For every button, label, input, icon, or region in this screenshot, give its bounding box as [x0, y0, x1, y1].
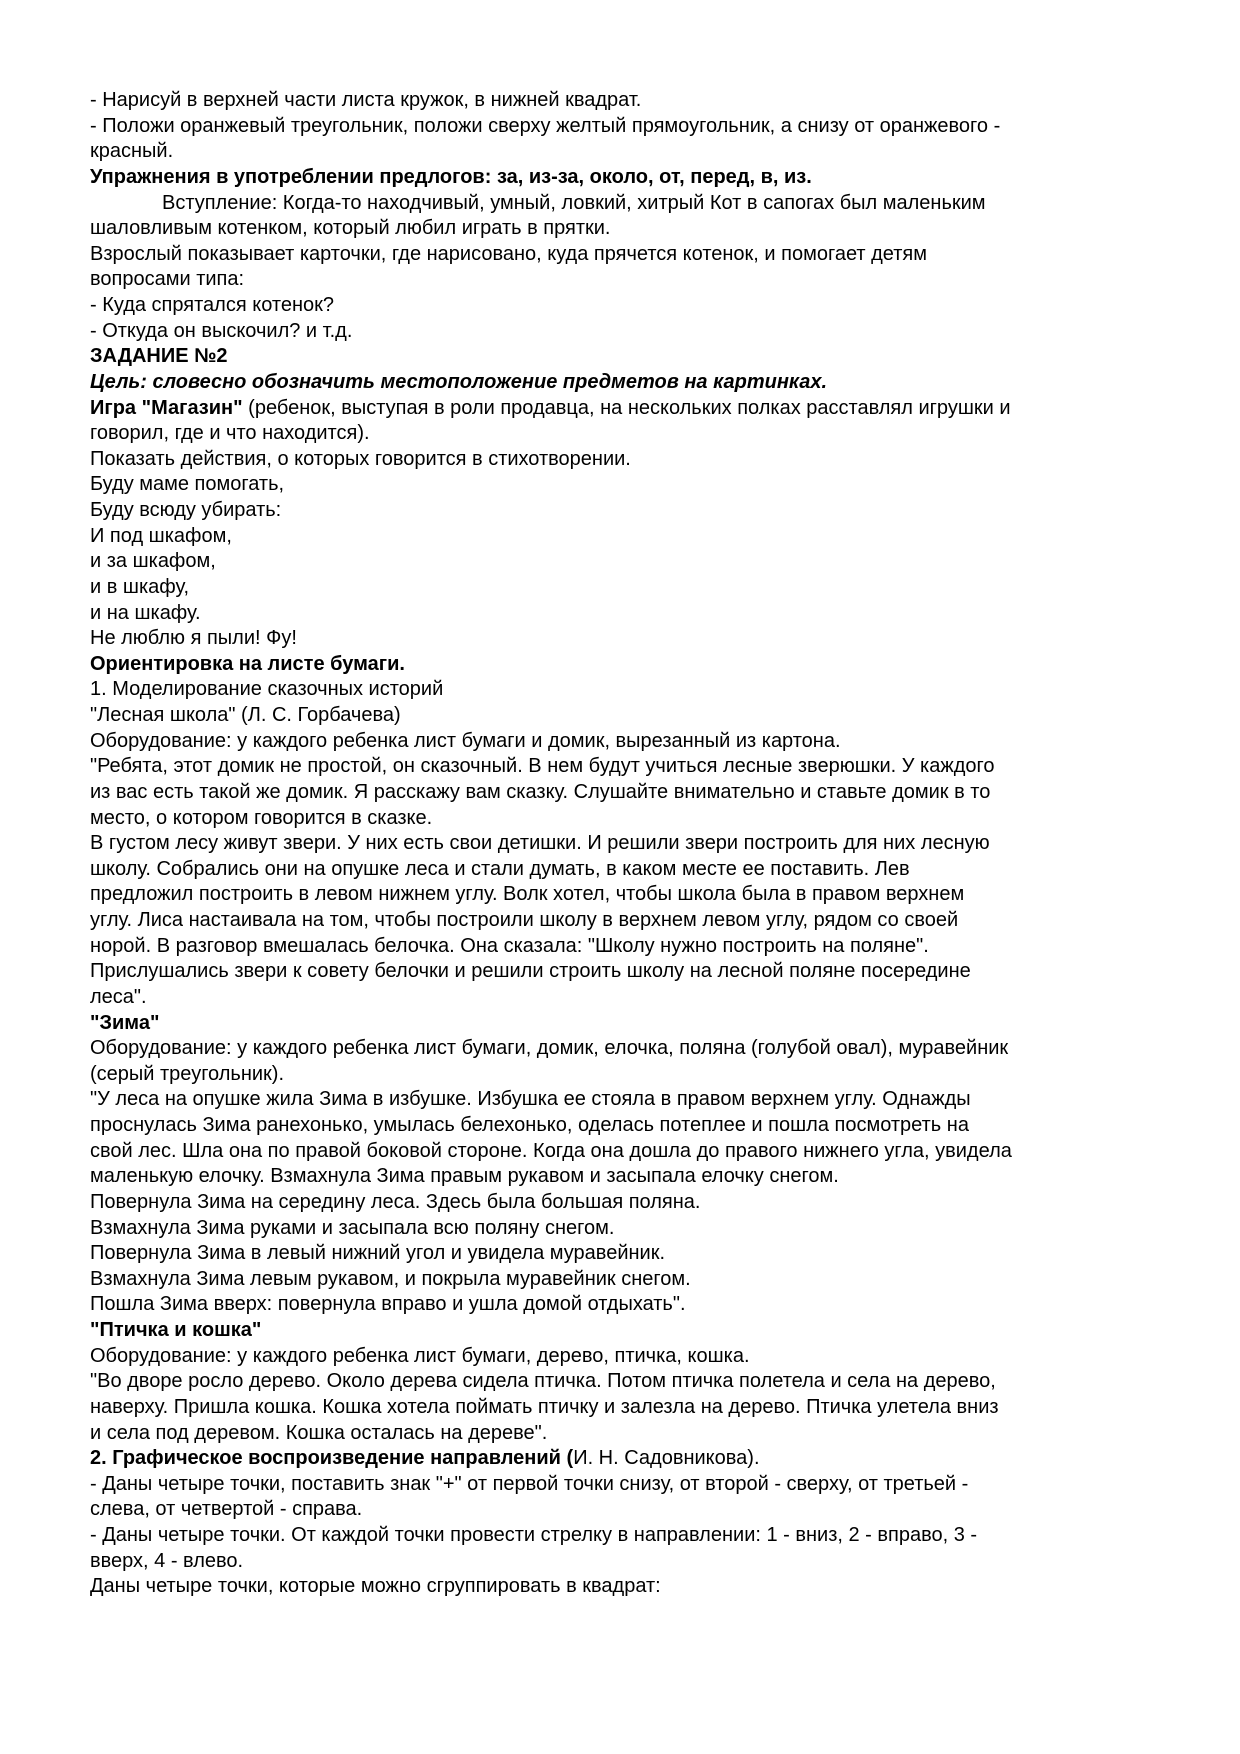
text-line	[90, 1472, 1170, 1498]
text-line	[90, 1036, 1170, 1062]
text-line	[90, 165, 1170, 191]
text-line	[90, 293, 1170, 319]
text-line	[90, 908, 1170, 934]
text-line	[90, 1523, 1170, 1549]
body-text: - Откуда он выскочил? и т.д.	[90, 319, 353, 342]
text-line	[90, 88, 1170, 114]
text-line	[90, 344, 1170, 370]
body-text: Прислушались звери к совету белочки и решили строить школу на лесной поляне посередине	[90, 960, 971, 983]
body-text: 1. Моделирование сказочных историй	[90, 678, 444, 701]
text-line	[90, 242, 1170, 268]
body-text: Взмахнула Зима левым рукавом, и покрыла муравейник снегом.	[90, 1267, 691, 1290]
text-line	[90, 1241, 1170, 1267]
body-text: - Даны четыре точки, поставить знак "+" от первой точки снизу, от второй - сверху, от третьей -	[90, 1472, 969, 1495]
text-line	[90, 216, 1170, 242]
text-line	[90, 549, 1170, 575]
text-line	[90, 857, 1170, 883]
text-line	[90, 1062, 1170, 1088]
text-line	[90, 1574, 1170, 1600]
body-text: школу. Собрались они на опушке леса и стали думать, в каком месте ее поставить. Лев	[90, 857, 910, 880]
heading-text: Цель: словесно обозначить местоположение предметов на картинках.	[90, 370, 828, 393]
heading-text: 2. Графическое воспроизведение направлений (	[90, 1447, 574, 1470]
heading-text: Упражнения в употреблении предлогов: за, из-за, около, от, перед, в, из.	[90, 165, 812, 188]
body-text: В густом лесу живут звери. У них есть свои детишки. И решили звери построить для них лесную	[90, 832, 990, 855]
body-text: Пошла Зима вверх: повернула вправо и ушла домой отдыхать".	[90, 1293, 686, 1316]
text-line	[90, 447, 1170, 473]
body-text: место, о котором говорится в сказке.	[90, 806, 433, 829]
text-line	[90, 1446, 1170, 1472]
body-text: "Ребята, этот домик не простой, он сказочный. В нем будут учиться лесные зверюшки. У каждого	[90, 755, 995, 778]
body-text: Оборудование: у каждого ребенка лист бумаги и домик, вырезанный из картона.	[90, 729, 841, 752]
body-text: "Лесная школа" (Л. С. Горбачева)	[90, 704, 401, 726]
body-text: - Даны четыре точки. От каждой точки провести стрелку в направлении: 1 - вниз, 2 - вправо, 3 -	[90, 1524, 978, 1546]
text-line	[90, 1087, 1170, 1113]
text-line	[90, 677, 1170, 703]
body-text: Повернула Зима на середину леса. Здесь была большая поляна.	[90, 1190, 701, 1213]
text-line	[90, 882, 1170, 908]
text-line	[90, 934, 1170, 960]
body-text: и села под деревом. Кошка осталась на дереве".	[90, 1421, 548, 1444]
text-line	[90, 1318, 1170, 1344]
body-text: Не люблю я пыли! Фу!	[90, 627, 297, 650]
body-text: предложил построить в левом нижнем углу. Волк хотел, чтобы школа была в правом верхнем	[90, 883, 965, 906]
text-line	[90, 421, 1170, 447]
text-line	[90, 524, 1170, 550]
body-text: вопросами типа:	[90, 268, 245, 291]
body-text: И под шкафом,	[90, 524, 232, 547]
text-line	[90, 959, 1170, 985]
text-line	[90, 1421, 1170, 1447]
body-text: "Во дворе росло дерево. Около дерева сидела птичка. Потом птичка полетела и села на дерево,	[90, 1370, 996, 1393]
text-line	[90, 1369, 1170, 1395]
text-line	[90, 806, 1170, 832]
body-text: Показать действия, о которых говорится в стихотворении.	[90, 447, 631, 470]
heading-text: Ориентировка на листе бумаги.	[90, 652, 405, 675]
text-line	[90, 1344, 1170, 1370]
body-text: норой. В разговор вмешалась белочка. Она сказала: "Школу нужно построить на поляне".	[90, 934, 929, 957]
body-text: говорил, где и что находится).	[90, 422, 370, 445]
text-line	[90, 472, 1170, 498]
text-line	[90, 780, 1170, 806]
text-line	[90, 1549, 1170, 1575]
text-line	[90, 319, 1170, 345]
text-line	[90, 652, 1170, 678]
body-text: шаловливым котенком, который любил играть в прятки.	[90, 217, 611, 240]
body-text: Буду всюду убирать:	[90, 499, 282, 521]
body-text: красный.	[90, 140, 174, 163]
body-text: леса".	[90, 985, 147, 1008]
text-line	[90, 191, 1170, 217]
body-text: из вас есть такой же домик. Я расскажу вам сказку. Слушайте внимательно и ставьте домик в то	[90, 780, 991, 803]
text-line	[90, 498, 1170, 524]
text-line	[90, 1139, 1170, 1165]
body-text: углу. Лиса настаивала на том, чтобы построили школу в верхнем левом углу, рядом со своей	[90, 909, 959, 931]
text-line	[90, 729, 1170, 755]
heading-text: Игра "Магазин"	[90, 396, 243, 419]
body-text: Повернула Зима в левый нижний угол и увидела муравейник.	[90, 1242, 666, 1265]
body-text: Взмахнула Зима руками и засыпала всю поляну снегом.	[90, 1216, 615, 1239]
body-text: Даны четыре точки, которые можно сгруппировать в квадрат:	[90, 1575, 661, 1598]
text-line	[90, 1190, 1170, 1216]
body-text: и на шкафу.	[90, 601, 201, 624]
document-body	[90, 88, 1170, 1600]
body-text: свой лес. Шла она по правой боковой стороне. Когда она дошла до правого нижнего угла, увидела	[90, 1139, 1012, 1162]
text-line	[90, 626, 1170, 652]
body-text: Взрослый показывает карточки, где нарисовано, куда прячется котенок, и помогает детям	[90, 242, 927, 265]
text-line	[90, 267, 1170, 293]
text-line	[90, 985, 1170, 1011]
body-text: вверх, 4 - влево.	[90, 1549, 244, 1572]
body-text: наверху. Пришла кошка. Кошка хотела поймать птичку и залезла на дерево. Птичка улетела вниз	[90, 1395, 999, 1418]
text-line	[90, 1292, 1170, 1318]
heading-text: ЗАДАНИЕ №2	[90, 345, 228, 368]
text-line	[90, 703, 1170, 729]
text-line	[90, 114, 1170, 140]
text-line	[90, 754, 1170, 780]
body-text: - Положи оранжевый треугольник, положи сверху желтый прямоугольник, а снизу от оранжевого -	[90, 114, 1001, 137]
text-line	[90, 1267, 1170, 1293]
body-text: и в шкафу,	[90, 575, 190, 598]
body-text: Вступление: Когда-то находчивый, умный, ловкий, хитрый Кот в сапогах был маленьким	[162, 191, 986, 214]
body-text: - Нарисуй в верхней части листа кружок, в нижней квадрат.	[90, 89, 642, 111]
body-text: проснулась Зима ранехонько, умылась белехонько, оделась потеплее и пошла посмотреть на	[90, 1114, 969, 1136]
body-text: Оборудование: у каждого ребенка лист бумаги, дерево, птичка, кошка.	[90, 1344, 750, 1367]
body-text: И. Н. Садовникова).	[573, 1447, 760, 1470]
text-line	[90, 370, 1170, 396]
body-text: (ребенок, выступая в роли продавца, на нескольких полках расставлял игрушки и	[242, 396, 1011, 419]
heading-text: "Зима"	[90, 1011, 160, 1034]
text-line	[90, 1164, 1170, 1190]
body-text: слева, от четвертой - справа.	[90, 1498, 363, 1521]
text-line	[90, 139, 1170, 165]
text-line	[90, 1395, 1170, 1421]
body-text: "У леса на опушке жила Зима в избушке. Избушка ее стояла в правом верхнем углу. Однажды	[90, 1088, 971, 1111]
body-text: Оборудование: у каждого ребенка лист бумаги, домик, елочка, поляна (голубой овал), муравейник	[90, 1037, 1009, 1060]
heading-text: "Птичка и кошка"	[90, 1319, 262, 1341]
text-line	[90, 601, 1170, 627]
body-text: и за шкафом,	[90, 550, 216, 573]
text-line	[90, 575, 1170, 601]
text-line	[90, 1011, 1170, 1037]
text-line	[90, 1113, 1170, 1139]
text-line	[90, 396, 1170, 422]
body-text: Буду маме помогать,	[90, 473, 285, 496]
body-text: (серый треугольник).	[90, 1062, 285, 1085]
body-text: маленькую елочку. Взмахнула Зима правым рукавом и засыпала елочку снегом.	[90, 1165, 839, 1188]
text-line	[90, 1216, 1170, 1242]
text-line	[90, 831, 1170, 857]
text-line	[90, 1497, 1170, 1523]
body-text: - Куда спрятался котенок?	[90, 294, 334, 316]
